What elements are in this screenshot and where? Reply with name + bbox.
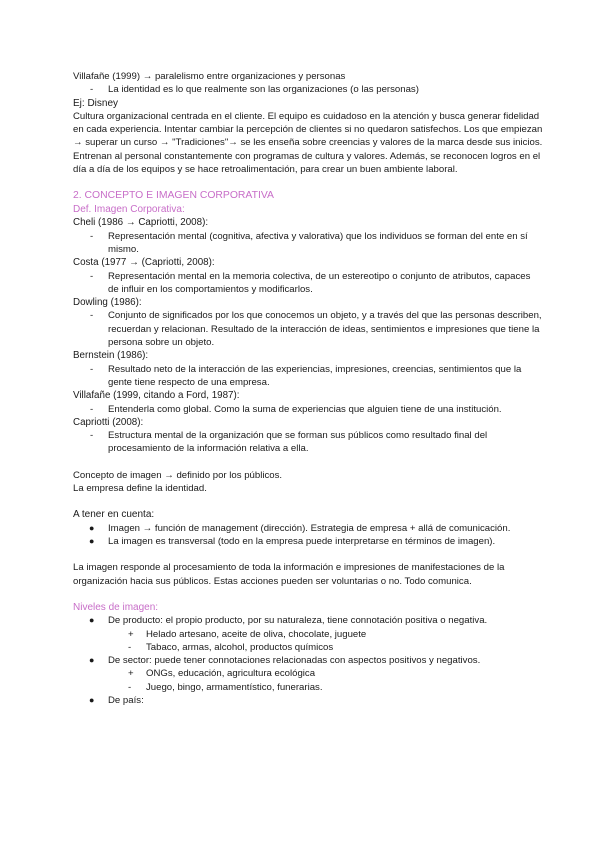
intro-paragraph: Cultura organizacional centrada en el cliente. El equipo es cuidadoso en la atención y busca generar fidelidad en cada experiencia. Intentar cambiar la percepción de clientes si no quedaron satisfechos. Los que empiezan → superar un curso → "Tradiciones"→ se les enseña sobre creencias y valores de la marca desde sus inicios. Entrenan al personal constantemente con programas de cultura y valores. Además, se reconocen logros en el día a día de los equipos y se hace retroalimentación, para crear un buen ambiente laboral. [73, 110, 543, 176]
bullet-text: De sector: puede tener connotaciones relacionadas con aspectos positivos y negativos. [108, 655, 481, 667]
definition-text: Resultado neto de la interacción de las experiencias, impresiones, creencias, sentimientos que la gente tiene respecto de una empresa. [108, 363, 522, 388]
sub-item-text: Juego, bingo, armamentístico, funerarias. [146, 681, 323, 693]
dash-marker: - [90, 270, 94, 282]
bullet-item [73, 654, 543, 667]
dash-marker: - [90, 84, 94, 96]
dash-marker: - [90, 310, 94, 322]
definition-text: Entenderla como global. Como la suma de experiencias que alguien tiene de una institución. [108, 403, 502, 415]
example-label: Ej: Disney [73, 97, 119, 109]
definition-author: Costa (1977 → (Capriotti, 2008): [73, 257, 215, 269]
bullet-item [73, 694, 543, 707]
definition-text: Representación mental en la memoria colectiva, de un estereotipo o conjunto de atributos, capaces de influir en los comportamientos y modificarlos. [108, 270, 531, 295]
bullet-text: De producto: el propio producto, por su naturaleza, tiene connotación positiva o negativa. [108, 615, 488, 627]
summary-paragraph: La imagen responde al procesamiento de toda la información e impresiones de manifestaciones de la organización hacia sus públicos. Estas acciones pueden ser voluntarias o no. Todo comunica. [73, 562, 505, 587]
dash-marker: - [90, 363, 94, 375]
definition-item [73, 230, 543, 257]
levels-heading: Niveles de imagen: [73, 601, 159, 613]
bullet-marker: ● [89, 695, 95, 706]
bullet-text: La imagen es transversal (todo en la empresa puede interpretarse en términos de imagen). [108, 535, 496, 547]
bullet-marker: ● [89, 615, 95, 626]
sub-item-text: Helado artesano, aceite de oliva, chocolate, juguete [146, 628, 367, 640]
sub-item-text: Tabaco, armas, alcohol, productos químicos [146, 641, 334, 653]
document-page [73, 70, 543, 707]
definition-author: Capriotti (2008): [73, 416, 144, 428]
sub-list-item [73, 641, 543, 654]
sub-list-item [73, 628, 543, 641]
bullet-marker: ● [89, 535, 95, 546]
definition-item [73, 270, 543, 297]
bullet-item [73, 522, 543, 535]
bullet-text: De país: [108, 695, 144, 707]
definition-item [73, 309, 543, 349]
bullet-item [73, 535, 543, 548]
definition-item [73, 429, 543, 456]
concept-line: Concepto de imagen → definido por los públicos. [73, 469, 283, 481]
dash-marker: - [90, 430, 94, 442]
definition-text: Representación mental (cognitiva, afectiva y valorativa) que los individuos se forman del ente en sí mismo. [108, 230, 528, 255]
bullet-text: Imagen → función de management (dirección). Estrategia de empresa + allá de comunicación. [108, 522, 511, 534]
intro-line: Villafañe (1999) → paralelismo entre organizaciones y personas [73, 71, 346, 82]
concept-line: La empresa define la identidad. [73, 483, 207, 495]
sub-list-item [73, 667, 543, 680]
list-item [73, 83, 543, 96]
bullet-marker: ● [89, 522, 95, 533]
minus-marker: - [128, 641, 132, 653]
plus-marker: + [128, 628, 134, 640]
definition-author: Bernstein (1986): [73, 350, 149, 362]
definition-text: Conjunto de significados por los que conocemos un objeto, y a través del que las personas describen, recuerdan y relacionan. Resultado de la interacción de ideas, sentimientos e impresiones que tiene la persona sobre un objeto. [108, 310, 542, 349]
list-item-text: La identidad es lo que realmente son las organizaciones (o las personas) [108, 84, 419, 96]
definition-item [73, 363, 543, 390]
definition-author: Villafañe (1999, citando a Ford, 1987): [73, 390, 240, 402]
minus-marker: - [128, 681, 132, 693]
sub-list-item [73, 681, 543, 694]
definition-author: Dowling (1986): [73, 297, 142, 309]
definition-item [73, 403, 543, 416]
bullet-item [73, 614, 543, 627]
plus-marker: + [128, 668, 134, 680]
dash-marker: - [90, 230, 94, 242]
sub-item-text: ONGs, educación, agricultura ecológica [146, 668, 316, 680]
definition-text: Estructura mental de la organización que se forman sus públicos como resultado final del procesamiento de la información relativa a ella. [108, 430, 488, 455]
section-subheading: Def. Imagen Corporativa: [73, 203, 185, 215]
keep-in-mind-label: A tener en cuenta: [73, 509, 155, 521]
definition-author: Cheli (1986 → Capriotti, 2008): [73, 217, 209, 229]
bullet-marker: ● [89, 655, 95, 666]
section-heading: 2. CONCEPTO E IMAGEN CORPORATIVA [73, 190, 274, 202]
dash-marker: - [90, 403, 94, 415]
